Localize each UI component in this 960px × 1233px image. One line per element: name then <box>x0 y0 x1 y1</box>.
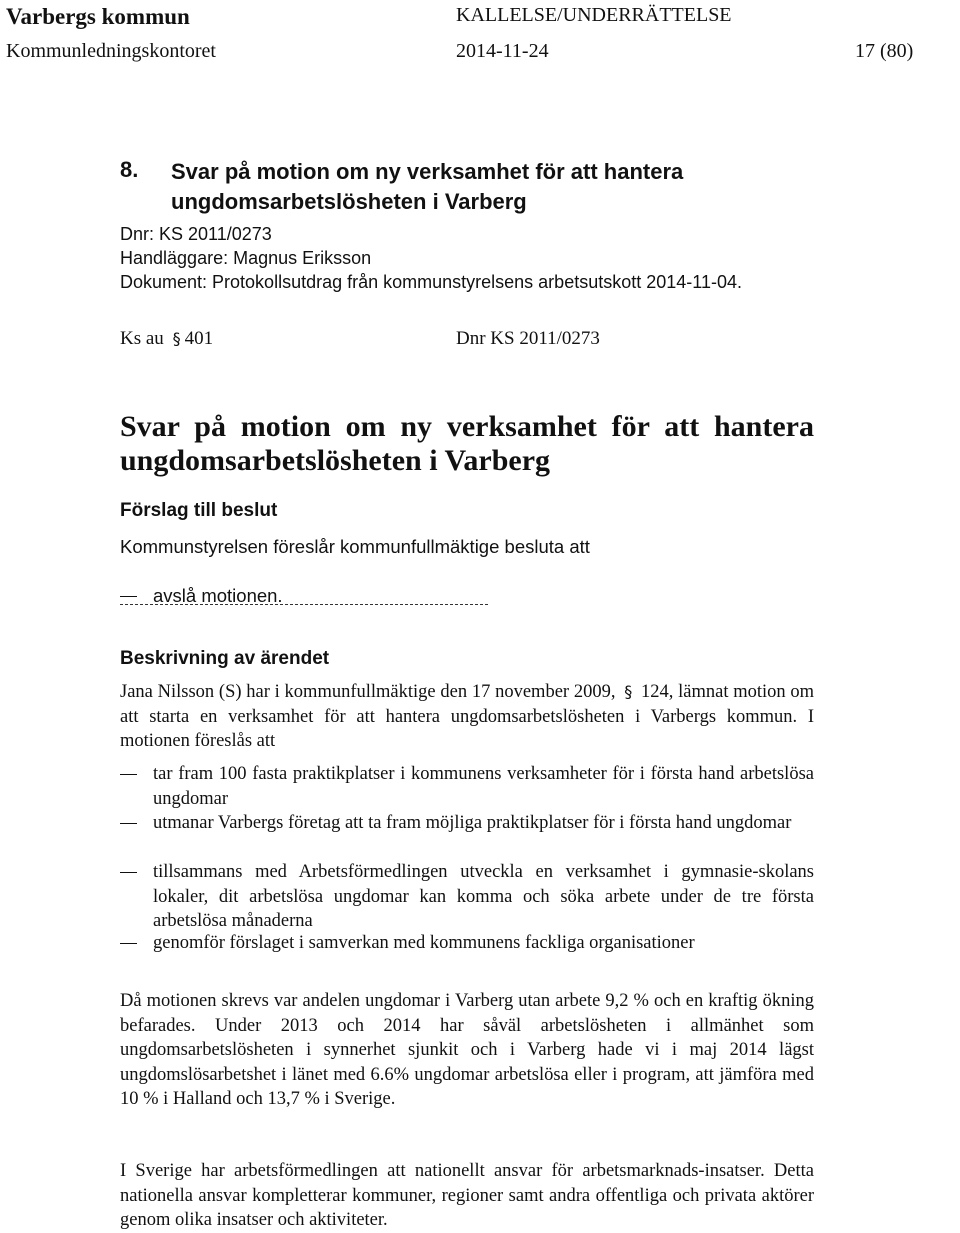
protocol-dnr: Dnr KS 2011/0273 <box>456 328 600 349</box>
document-type: KALLELSE/UNDERRÄTTELSE <box>456 4 732 26</box>
page-number: 17 (80) <box>855 40 914 62</box>
office-name: Kommunledningskontoret <box>6 40 216 62</box>
protocol-body: Ks au <box>120 328 164 349</box>
proposal-dash <box>120 596 137 597</box>
bullet-dash <box>120 823 137 824</box>
item-number: 8. <box>120 157 139 182</box>
proposal-item: avslå motionen. <box>153 585 283 606</box>
paragraph: Då motionen skrevs var andelen ungdomar i Varberg utan arbete 9,2 % och en kraftig ökning befarades. Under 2013 och 2014 har såväl arbetslösheten i allmänhet som ungdomsarbetslösheten i synnerhet sjunkit och i Varberg hade vi i maj 2014 lägst ungdomslösarbetshet i länet med 6.6% ungdomar arbetslösa eller i program, att jämföra med 10 % i Halland och 13,7 % i Sverige. <box>120 991 814 1109</box>
description-intro <box>120 680 814 754</box>
bullet-dash <box>120 872 137 873</box>
item-dnr: Dnr: KS 2011/0273 <box>120 224 272 244</box>
description-heading: Beskrivning av ärendet <box>120 648 330 669</box>
description-intro-part-2: 124, lämnat motion om att starta en verksamhet för att hantera ungdomsarbetslösheten i Varbergs kommun. I motionen föreslås att <box>120 682 815 751</box>
description-intro-part-1: Jana Nilsson (S) har i kommunfullmäktige den 17 november 2009, <box>120 682 616 702</box>
item-title: Svar på motion om ny verksamhet för att hantera ungdomsarbetslösheten i Varberg <box>171 159 684 214</box>
list-item: tillsammans med Arbetsförmedlingen utveckla en verksamhet i gymnasie-skolans lokaler, dit arbetslösa ungdomar kan komma och söka arbete under de tre första arbetslösa månaderna <box>153 862 814 931</box>
decision-divider <box>120 604 488 605</box>
item-handler: Handläggare: Magnus Eriksson <box>120 248 372 268</box>
proposal-heading: Förslag till beslut <box>120 500 278 521</box>
bullet-dash <box>120 774 137 775</box>
organization-name: Varbergs kommun <box>6 4 190 29</box>
bullet-dash <box>120 943 137 944</box>
section-sign: § <box>624 682 633 701</box>
list-item: genomför förslaget i samverkan med kommunens fackliga organisationer <box>153 933 695 953</box>
proposal-intro: Kommunstyrelsen föreslår kommunfullmäktige besluta att <box>120 536 590 557</box>
protocol-title: Svar på motion om ny verksamhet för att hantera ungdomsarbetslösheten i Varberg <box>120 410 814 477</box>
protocol-reference <box>120 328 213 350</box>
section-sign: § <box>172 329 181 348</box>
item-document: Dokument: Protokollsutdrag från kommunstyrelsens arbetsutskott 2014-11-04. <box>120 272 742 292</box>
section-number: 401 <box>184 328 214 349</box>
list-item: tar fram 100 fasta praktikplatser i kommunens verksamheter för i första hand arbetslösa ungdomar <box>153 764 814 809</box>
paragraph: I Sverige har arbetsförmedlingen att nationellt ansvar för arbetsmarknads-insatser. Detta nationella ansvar kompletterar kommuner, regioner samt andra offentliga och privata aktörer genom olika insatser och aktiviteter. <box>120 1161 814 1230</box>
document-date: 2014-11-24 <box>456 40 549 62</box>
list-item: utmanar Varbergs företag att ta fram möjliga praktikplatser för i första hand ungdomar <box>153 813 792 833</box>
